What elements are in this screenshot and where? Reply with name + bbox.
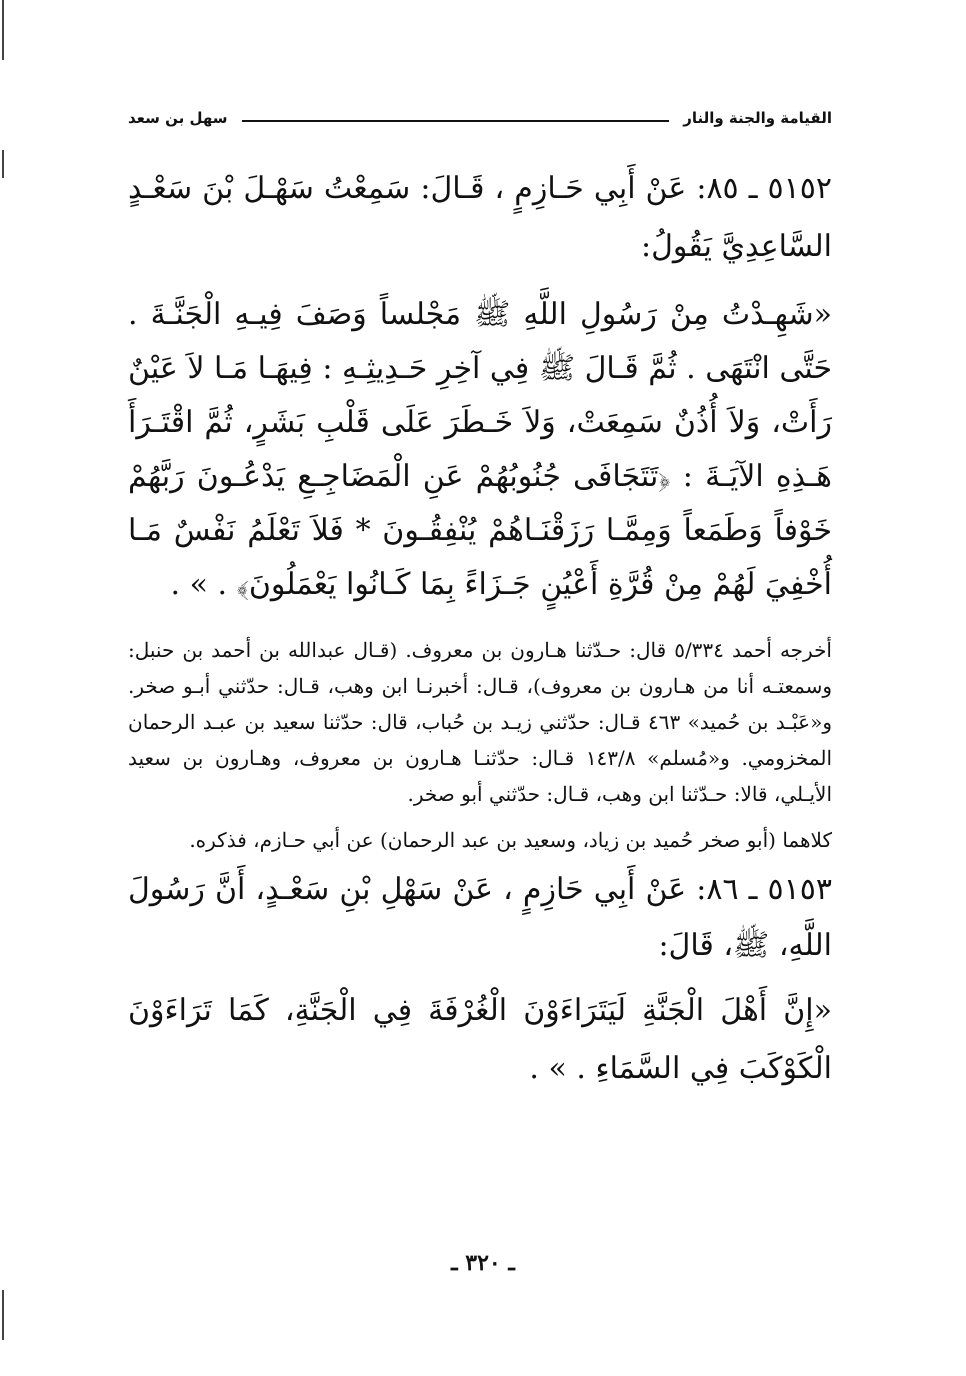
hadith-5153-isnad: ٥١٥٣ ـ ٨٦: عَنْ أَبِي حَازِمٍ ، عَنْ سَهْلِ بْنِ سَعْـدٍ، أَنَّ رَسُولَ اللَّهِ، ﷺ، قَالَ:	[128, 872, 832, 963]
hadith-5152-matn: «شَهِـدْتُ مِنْ رَسُولِ اللَّهِ ﷺ مَجْلساً وَصَفَ فِيـهِ الْجَنَّـةَ . حَتَّى انْتَهَى . ثُمَّ قَـالَ ﷺ فِي آخِرِ حَـدِيثِـهِ : فِيهَـا مَـا لاَ عَيْنٌ رَأَتْ، وَلاَ أُذُنٌ سَمِعَتْ، وَلاَ خَـطَرَ عَلَى قَلْبِ بَشَرٍ، ثُمَّ اقْتَـرَأَ هَـذِهِ الآيَـةَ : ﴿تَتَجَافَى جُنُوبُهُمْ عَنِ الْمَضَاجِـعِ يَدْعُـونَ رَبَّهُمْ خَوْفاً وَطَمَعاً وَمِمَّـا رَزَقْنَـاهُمْ يُنْفِقُـونَ * فَلاَ تَعْلَمُ نَفْسٌ مَـا أُخْفِيَ لَهُمْ مِنْ قُرَّةِ أَعْيُنٍ جَـزَاءً بِمَا كَـانُوا يَعْمَلُونَ﴾ . » .	[128, 297, 832, 602]
page-edge-mark	[2, 0, 4, 60]
page-body	[128, 160, 832, 1098]
section-title: سهل بن سعد	[128, 109, 228, 127]
page-number: ـ ٣٢٠ ـ	[451, 1250, 515, 1276]
takhrij-paragraph-1: أخرجه أحمد ٥/٣٣٤ قال: حـدّثنا هـارون بن معروف. (قـال عبدالله بن أحمد بن حنبل: وسمعتـه أنا من هـارون بن معروف)، قـال: أخبرنـا ابن وهب، قـال: حدّثني أبـو صخر. و«عَبْـد بن حُميد» ٤٦٣ قـال: حدّثني زيـد بن حُباب، قال: حدّثنا سعيد بن عبـد الرحمان المخزومي. و«مُسلم» ١٤٣/٨ قـال: حدّثنـا هـارون بن معروف، وهـارون بن سعيد الأيـلي، قالا: حـدّثنا ابن وهب، قـال: حدّثني أبو صخر.	[128, 638, 832, 806]
page-edge-mark	[2, 150, 4, 178]
running-header	[128, 100, 832, 136]
book-title: القيامة والجنة والنار	[683, 109, 832, 127]
hadith-5153-matn: «إِنَّ أَهْلَ الْجَنَّةِ لَيَتَرَاءَوْنَ الْغُرْفَةَ فِي الْجَنَّةِ، كَمَا تَرَاءَوْنَ الْكَوْكَبَ فِي السَّمَاءِ . » .	[128, 993, 832, 1086]
hadith-5152-isnad: ٥١٥٢ ـ ٨٥: عَنْ أَبِي حَـازِمٍ ، قَـالَ: سَمِعْتُ سَهْـلَ بْنَ سَعْـدٍ السَّاعِدِيَّ يَقُولُ:	[128, 171, 832, 264]
takhrij-paragraph-2: كلاهما (أبو صخر حُميد بن زياد، وسعيد بن عبد الرحمان) عن أبي حـازم، فذكره.	[189, 828, 832, 852]
page-edge-mark	[2, 1290, 4, 1340]
header-rule	[242, 120, 670, 122]
